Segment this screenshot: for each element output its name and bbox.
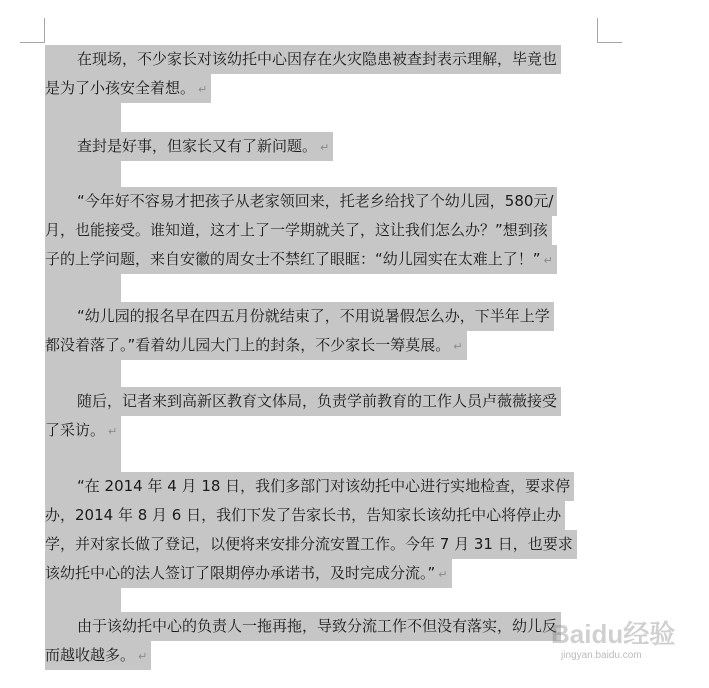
text-line: 学，并对家长做了登记，以便将来安排分流安置工作。今年 7 月 31 日，也要求 — [45, 530, 577, 559]
paragraph[interactable] — [45, 45, 595, 132]
text-line: 该幼托中心的法人签订了限期停办承诺书，及时完成分流。” — [45, 564, 436, 582]
paragraph-mark-icon: ↵ — [138, 650, 148, 663]
paragraph-mark-icon: ↵ — [320, 141, 330, 154]
text-line: “在 2014 年 4 月 18 日，我们多部门对该幼托中心进行实地检查，要求停 — [45, 472, 574, 501]
paragraph-mark-icon: ↵ — [108, 425, 118, 438]
paragraph[interactable] — [45, 612, 595, 670]
margin-corner-top-right — [597, 18, 622, 43]
paragraph-mark-icon: ↵ — [198, 83, 208, 96]
text-line: 查封是好事，但家长又有了新问题。 — [77, 137, 318, 155]
text-line: 了采访。 — [45, 421, 106, 439]
text-line: 由于该幼托中心的负责人一拖再拖，导致分流工作不但没有落实，幼儿反 — [45, 612, 561, 641]
text-line: 而越收越多。 — [45, 646, 136, 664]
text-line: “幼儿园的报名早在四五月份就结束了，不用说暑假怎么办，下半年上学 — [45, 302, 554, 331]
watermark-logo — [551, 614, 691, 674]
text-line: 月，也能接受。谁知道，这才上了一学期就关了，这让我们怎么办？”想到孩 — [45, 216, 552, 245]
text-line: 在现场，不少家长对该幼托中心因存在火灾隐患被查封表示理解，毕竟也 — [45, 45, 561, 74]
text-line: 办，2014 年 8 月 6 日，我们下发了告家长书，告知家长该幼托中心将停止办 — [45, 501, 565, 530]
paragraph-mark-icon: ↵ — [453, 340, 463, 353]
watermark-brand: Baidu经验 — [551, 619, 676, 649]
text-line: 都没着落了。”看着幼儿园大门上的封条，不少家长一筹莫展。 — [45, 336, 451, 354]
text-line: 子的上学问题，来自安徽的周女士不禁红了眼眶：“幼儿园实在太难上了！” — [45, 250, 541, 268]
text-line: “今年好不容易才把孩子从老家领回来，托老乡给找了个幼儿园，580元/ — [45, 187, 557, 216]
paragraph-mark-icon: ↵ — [438, 568, 448, 581]
paragraph[interactable] — [45, 132, 595, 190]
text-line: 随后，记者来到高新区教育文体局，负责学前教育的工作人员卢薇薇接受 — [45, 387, 561, 416]
watermark-site: jingyan.baidu.com — [561, 650, 642, 661]
text-line: 是为了小孩安全着想。 — [45, 79, 196, 97]
paragraph-mark-icon: ↵ — [543, 254, 553, 267]
paragraph[interactable] — [45, 387, 595, 474]
paragraph[interactable] — [45, 302, 595, 389]
margin-corner-top-left — [20, 18, 45, 43]
paragraph[interactable] — [45, 187, 595, 303]
paragraph[interactable] — [45, 472, 595, 617]
